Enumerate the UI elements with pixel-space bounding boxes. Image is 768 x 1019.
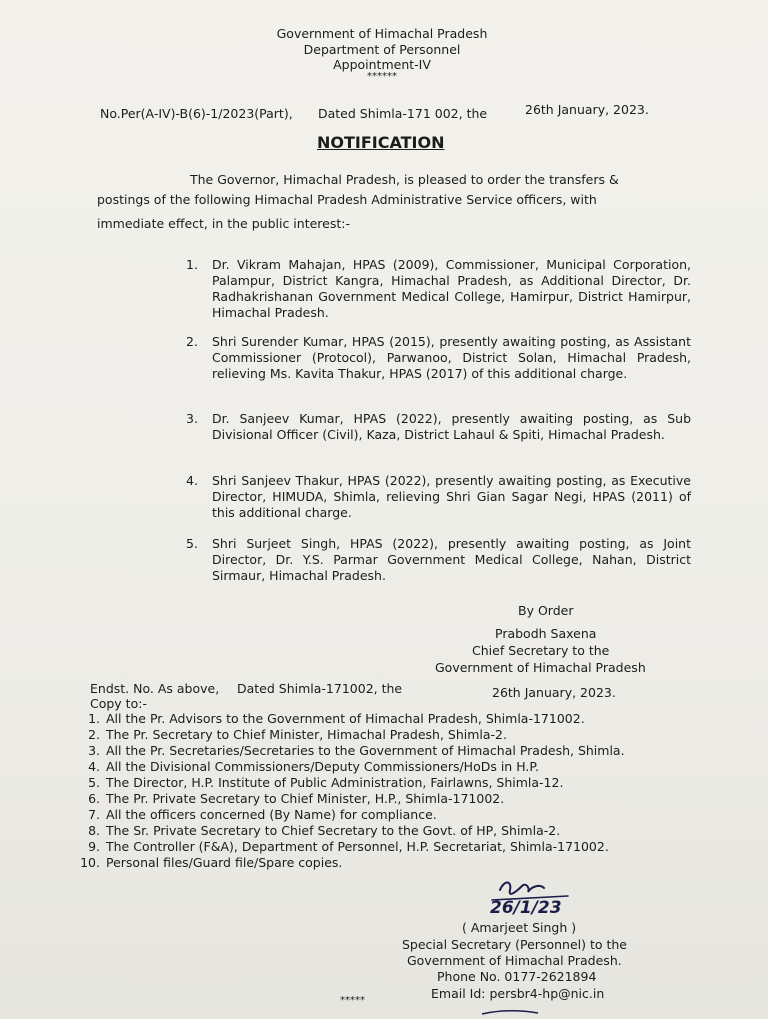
copy-text: The Pr. Secretary to Chief Minister, Himachal Pradesh, Shimla-2. <box>106 727 507 742</box>
order-number: 2. <box>186 334 198 349</box>
order-item <box>186 411 691 459</box>
copy-number: 5. <box>88 775 100 790</box>
signatory2-government: Government of Himachal Pradesh. <box>407 953 622 968</box>
copy-number: 6. <box>88 791 100 806</box>
copy-number: 10. <box>80 855 100 870</box>
intro-line-1: The Governor, Himachal Pradesh, is pleased to order the transfers & <box>190 172 619 187</box>
header-stars: ****** <box>367 71 397 82</box>
ink-stroke-decoration <box>480 1008 540 1018</box>
reference-dated: Dated Shimla-171 002, the <box>318 106 488 121</box>
copy-text: The Director, H.P. Institute of Public Administration, Fairlawns, Shimla-12. <box>106 775 564 790</box>
signatory2-email: Email Id: persbr4-hp@nic.in <box>431 986 605 1001</box>
header-department: Department of Personnel <box>303 42 461 57</box>
order-item <box>186 473 691 521</box>
copy-list-item <box>80 712 585 726</box>
order-text: Shri Surender Kumar, HPAS (2015), presently awaiting posting, as Assistant Commissioner (Protocol), Parwanoo, District Solan, Himachal Pradesh, relieving Ms. Kavita Thakur, HPAS (2017) of this additional charge. <box>212 334 691 381</box>
header-government: Government of Himachal Pradesh <box>276 26 488 41</box>
signatory2-name: ( Amarjeet Singh ) <box>462 920 577 935</box>
copy-text: All the officers concerned (By Name) for compliance. <box>106 807 437 822</box>
copy-text: The Pr. Private Secretary to Chief Minister, H.P., Shimla-171002. <box>106 791 505 806</box>
copy-text: The Sr. Private Secretary to Chief Secretary to the Govt. of HP, Shimla-2. <box>106 823 561 838</box>
copy-number: 2. <box>88 727 100 742</box>
copy-list-item <box>80 824 560 838</box>
intro-line-3: immediate effect, in the public interest:- <box>97 216 350 231</box>
copy-number: 3. <box>88 743 100 758</box>
signatory2-designation: Special Secretary (Personnel) to the <box>402 937 627 952</box>
copy-number: 8. <box>88 823 100 838</box>
copy-list-item <box>80 776 563 790</box>
signatory1-designation: Chief Secretary to the <box>472 643 610 658</box>
intro-line-2: postings of the following Himachal Pradesh Administrative Service officers, with <box>97 192 597 207</box>
signatory1-name: Prabodh Saxena <box>495 626 597 641</box>
endst-date: 26th January, 2023. <box>492 685 616 700</box>
copy-list-item <box>80 840 609 854</box>
copy-text: The Controller (F&A), Department of Personnel, H.P. Secretariat, Shimla-171002. <box>106 839 609 854</box>
order-number: 1. <box>186 257 198 272</box>
copy-list-item <box>80 744 625 758</box>
copy-list-item <box>80 792 504 806</box>
copy-number: 7. <box>88 807 100 822</box>
reference-number: No.Per(A-IV)-B(6)-1/2023(Part), <box>100 106 293 121</box>
order-text: Shri Sanjeev Thakur, HPAS (2022), presently awaiting posting, as Executive Director, HIMUDA, Shimla, relieving Shri Gian Sagar Negi, HPAS (2011) of this additional charge. <box>212 473 691 520</box>
order-item <box>186 257 691 321</box>
signatory2-phone: Phone No. 0177-2621894 <box>437 969 597 984</box>
reference-date: 26th January, 2023. <box>525 102 649 117</box>
order-number: 4. <box>186 473 198 488</box>
copy-list-item <box>80 808 437 822</box>
copy-list-item <box>80 760 539 774</box>
copy-number: 4. <box>88 759 100 774</box>
order-text: Shri Surjeet Singh, HPAS (2022), presently awaiting posting, as Joint Director, Dr. Y.S. Parmar Government Medical College, Nahan, District Sirmaur, Himachal Pradesh. <box>212 536 691 583</box>
order-number: 3. <box>186 411 198 426</box>
order-item <box>186 334 691 398</box>
copy-text: Personal files/Guard file/Spare copies. <box>106 855 343 870</box>
copy-list-item <box>80 728 507 742</box>
endst-number: Endst. No. As above, <box>90 681 220 696</box>
order-text: Dr. Vikram Mahajan, HPAS (2009), Commissioner, Municipal Corporation, Palampur, District Kangra, Himachal Pradesh, as Additional Director, Dr. Radhakrishanan Government Medical College, Hamirpur, District Hamirpur, Himachal Pradesh. <box>212 257 691 320</box>
by-order: By Order <box>518 603 574 618</box>
copy-text: All the Divisional Commissioners/Deputy Commissioners/HoDs in H.P. <box>106 759 539 774</box>
header-branch: Appointment-IV <box>333 57 431 72</box>
copy-number: 1. <box>88 711 100 726</box>
signatory1-government: Government of Himachal Pradesh <box>435 660 646 675</box>
copy-text: All the Pr. Secretaries/Secretaries to the Government of Himachal Pradesh, Shimla. <box>106 743 625 758</box>
copy-text: All the Pr. Advisors to the Government of Himachal Pradesh, Shimla-171002. <box>106 711 585 726</box>
order-text: Dr. Sanjeev Kumar, HPAS (2022), presently awaiting posting, as Sub Divisional Officer (Civil), Kaza, District Lahaul & Spiti, Himachal Pradesh. <box>212 411 691 442</box>
copy-to-label: Copy to:- <box>90 696 147 711</box>
footer-stars: ***** <box>340 995 365 1006</box>
notification-title: NOTIFICATION <box>317 133 445 152</box>
endst-dated: Dated Shimla-171002, the <box>237 681 403 696</box>
order-number: 5. <box>186 536 198 551</box>
copy-number: 9. <box>88 839 100 854</box>
signature-date: 26/1/23 <box>490 898 562 918</box>
copy-list-item <box>80 856 342 870</box>
order-item <box>186 536 691 584</box>
